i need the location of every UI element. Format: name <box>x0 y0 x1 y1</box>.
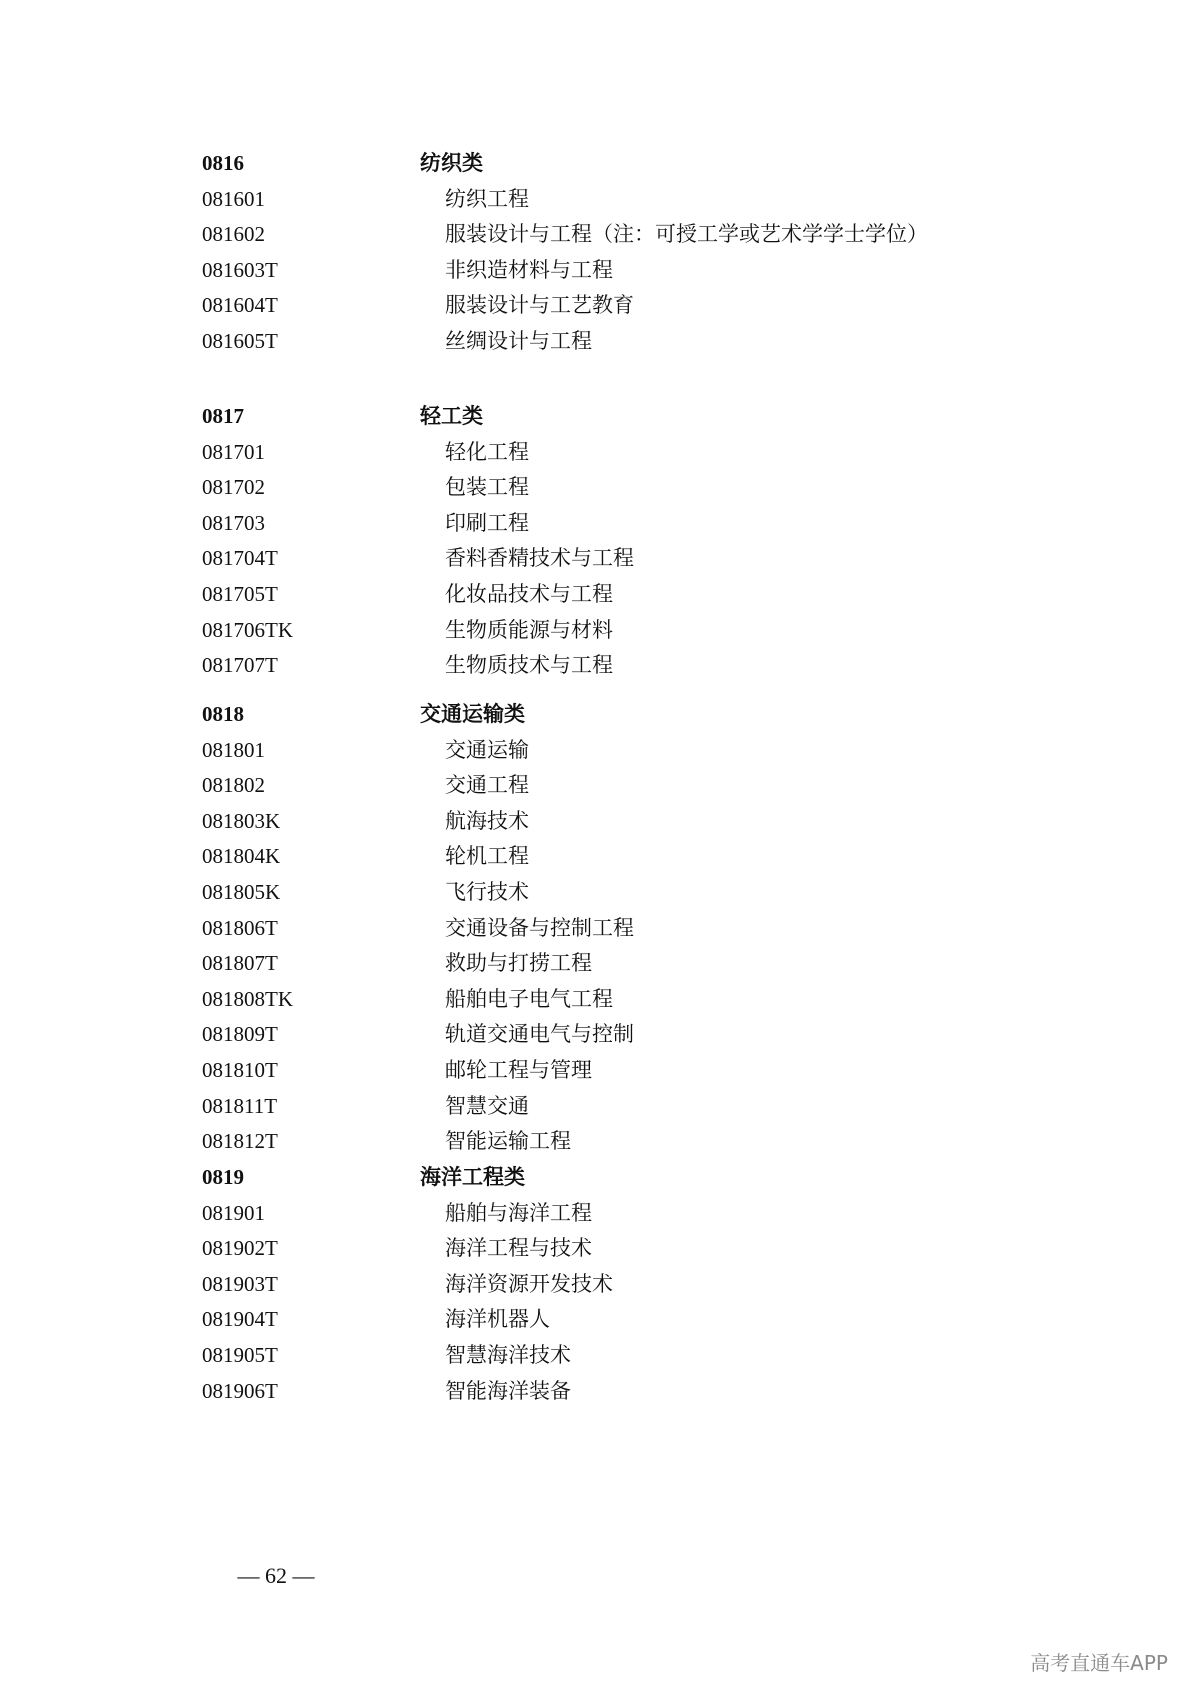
major-row <box>0 1338 1190 1372</box>
major-code: 081605T <box>202 329 278 353</box>
major-row <box>0 1017 1190 1051</box>
category-row <box>0 697 1190 731</box>
major-row <box>0 1231 1190 1265</box>
category-code: 0817 <box>202 404 244 428</box>
major-name: 生物质技术与工程 <box>445 653 613 677</box>
major-row <box>0 1053 1190 1087</box>
major-name: 海洋工程与技术 <box>445 1236 592 1260</box>
major-code: 081810T <box>202 1058 278 1082</box>
major-code: 081704T <box>202 546 278 570</box>
watermark: 高考直通车APP <box>1030 1651 1168 1675</box>
major-row <box>0 648 1190 682</box>
major-name: 海洋机器人 <box>445 1307 550 1331</box>
major-name: 丝绸设计与工程 <box>445 329 592 353</box>
major-row <box>0 1302 1190 1336</box>
major-name: 香料香精技术与工程 <box>445 546 634 570</box>
major-name: 化妆品技术与工程 <box>445 582 613 606</box>
major-row <box>0 1374 1190 1408</box>
major-row <box>0 577 1190 611</box>
page-number: — 62 — <box>237 1563 315 1588</box>
major-name: 智慧交通 <box>445 1094 529 1118</box>
major-row <box>0 911 1190 945</box>
category-row <box>0 399 1190 433</box>
major-code: 081601 <box>202 187 265 211</box>
major-row <box>0 435 1190 469</box>
major-row <box>0 768 1190 802</box>
major-name: 轻化工程 <box>445 440 529 464</box>
major-code: 081701 <box>202 440 265 464</box>
major-name: 船舶与海洋工程 <box>445 1201 592 1225</box>
major-name: 交通工程 <box>445 773 529 797</box>
major-code: 081805K <box>202 880 281 904</box>
category-row <box>0 1160 1190 1194</box>
major-code: 081902T <box>202 1236 278 1260</box>
major-name: 邮轮工程与管理 <box>445 1058 592 1082</box>
major-row <box>0 506 1190 540</box>
major-code: 081707T <box>202 653 278 677</box>
major-name: 智慧海洋技术 <box>445 1343 571 1367</box>
category-name: 海洋工程类 <box>420 1164 525 1189</box>
major-code: 081811T <box>202 1094 278 1118</box>
major-name: 交通设备与控制工程 <box>445 916 634 940</box>
major-name: 航海技术 <box>445 809 529 833</box>
major-name: 纺织工程 <box>445 187 529 211</box>
major-name: 轨道交通电气与控制 <box>445 1022 634 1046</box>
major-code: 081702 <box>202 475 265 499</box>
major-name: 船舶电子电气工程 <box>445 987 613 1011</box>
major-code: 081705T <box>202 582 278 606</box>
major-code: 081807T <box>202 951 278 975</box>
major-name: 服装设计与工艺教育 <box>445 293 634 317</box>
major-code: 081808TK <box>202 987 293 1011</box>
major-name: 包装工程 <box>445 475 529 499</box>
major-code: 081806T <box>202 916 278 940</box>
major-code: 081801 <box>202 738 265 762</box>
category-code: 0819 <box>202 1165 244 1189</box>
category-row <box>0 146 1190 180</box>
major-row <box>0 733 1190 767</box>
major-code: 081603T <box>202 258 278 282</box>
major-code: 081901 <box>202 1201 265 1225</box>
major-code: 081706TK <box>202 618 293 642</box>
major-row <box>0 875 1190 909</box>
major-row <box>0 1267 1190 1301</box>
major-name: 智能运输工程 <box>445 1129 571 1153</box>
major-name: 海洋资源开发技术 <box>445 1272 613 1296</box>
major-name: 智能海洋装备 <box>445 1379 571 1403</box>
major-row <box>0 804 1190 838</box>
major-row <box>0 470 1190 504</box>
major-code: 081809T <box>202 1022 278 1046</box>
major-name: 印刷工程 <box>445 511 529 535</box>
major-name: 救助与打捞工程 <box>445 951 592 975</box>
major-code: 081703 <box>202 511 265 535</box>
major-row <box>0 1124 1190 1158</box>
major-code: 081604T <box>202 293 278 317</box>
major-name: 非织造材料与工程 <box>445 258 613 282</box>
major-code: 081802 <box>202 773 265 797</box>
major-row <box>0 288 1190 322</box>
major-code: 081812T <box>202 1129 278 1153</box>
major-row <box>0 1196 1190 1230</box>
major-code: 081906T <box>202 1379 278 1403</box>
category-name: 轻工类 <box>420 403 483 428</box>
major-code: 081602 <box>202 222 265 246</box>
category-code: 0816 <box>202 151 244 175</box>
major-name: 轮机工程 <box>445 844 529 868</box>
major-row <box>0 217 1190 251</box>
major-name: 交通运输 <box>445 738 529 762</box>
major-row <box>0 253 1190 287</box>
category-code: 0818 <box>202 702 244 726</box>
category-name: 交通运输类 <box>420 701 525 726</box>
major-name: 生物质能源与材料 <box>445 618 613 642</box>
major-code: 081905T <box>202 1343 278 1367</box>
category-name: 纺织类 <box>420 150 483 175</box>
major-code: 081903T <box>202 1272 278 1296</box>
major-code: 081803K <box>202 809 281 833</box>
major-row <box>0 839 1190 873</box>
major-row <box>0 541 1190 575</box>
major-code: 081904T <box>202 1307 278 1331</box>
major-row <box>0 982 1190 1016</box>
major-row <box>0 1089 1190 1123</box>
major-name: 飞行技术 <box>445 880 529 904</box>
major-row <box>0 613 1190 647</box>
major-name: 服装设计与工程（注：可授工学或艺术学学士学位） <box>445 222 928 246</box>
major-code: 081804K <box>202 844 281 868</box>
major-row <box>0 182 1190 216</box>
major-row <box>0 946 1190 980</box>
major-row <box>0 324 1190 358</box>
